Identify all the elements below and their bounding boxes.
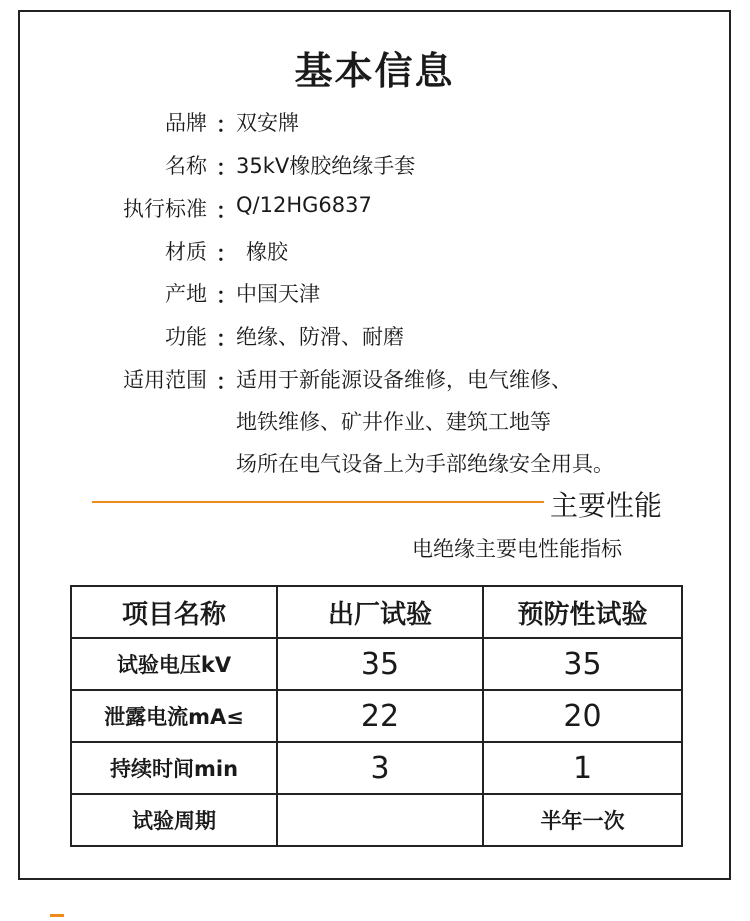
table-row <box>71 690 682 742</box>
field-label: 名称 <box>165 154 207 178</box>
scope-line-3: 场所在电气设备上为手部绝缘安全用具。 <box>236 452 614 476</box>
field-colon: ： <box>216 284 237 308</box>
table-row <box>71 638 682 690</box>
field-colon: ： <box>216 199 237 223</box>
row-label: 试验电压kV <box>71 638 277 690</box>
table-cell: 3 <box>277 742 483 794</box>
performance-table <box>70 585 683 847</box>
field-colon: ： <box>216 327 237 351</box>
section-subtitle: 电绝缘主要电性能指标 <box>412 537 622 561</box>
row-label: 泄露电流mA≤ <box>71 690 277 742</box>
table-cell: 1 <box>483 742 682 794</box>
table-cell <box>277 794 483 846</box>
field-colon: ： <box>216 113 237 137</box>
field-material <box>20 236 733 272</box>
field-name <box>20 150 733 186</box>
table-cell: 半年一次 <box>483 794 682 846</box>
field-scope <box>20 364 733 400</box>
table-cell: 20 <box>483 690 682 742</box>
field-label: 功能 <box>165 325 207 349</box>
field-colon: ： <box>216 156 237 180</box>
field-origin <box>20 278 733 314</box>
table-header-cell: 出厂试验 <box>277 586 483 638</box>
field-value: Q/12HG6837 <box>236 193 372 217</box>
table-header-cell: 项目名称 <box>71 586 277 638</box>
field-label: 执行标准 <box>123 197 207 221</box>
field-colon: ： <box>216 242 237 266</box>
orange-dash-mark <box>50 914 64 917</box>
table-cell: 22 <box>277 690 483 742</box>
table-header-row <box>71 586 682 638</box>
field-brand <box>20 107 733 143</box>
table-row <box>71 794 682 846</box>
field-value: 橡胶 <box>246 240 288 264</box>
field-label: 适用范围 <box>123 368 207 392</box>
field-label: 材质 <box>165 240 207 264</box>
field-function <box>20 321 733 357</box>
field-standard <box>20 193 733 229</box>
section-title: 主要性能 <box>550 489 663 522</box>
table-cell: 35 <box>483 638 682 690</box>
field-label: 品牌 <box>165 111 207 135</box>
table-header-cell: 预防性试验 <box>483 586 682 638</box>
field-value: 适用于新能源设备维修，电气维修、 <box>236 368 572 392</box>
scope-line-2: 地铁维修、矿井作业、建筑工地等 <box>236 410 551 434</box>
field-value: 绝缘、防滑、耐磨 <box>236 325 404 349</box>
table-cell: 35 <box>277 638 483 690</box>
field-value: 双安牌 <box>236 111 299 135</box>
row-label: 持续时间min <box>71 742 277 794</box>
row-label: 试验周期 <box>71 794 277 846</box>
field-value: 中国天津 <box>236 282 320 306</box>
info-card <box>18 10 731 880</box>
field-colon: ： <box>216 370 237 394</box>
table-row <box>71 742 682 794</box>
section-divider <box>92 501 544 503</box>
field-label: 产地 <box>165 282 207 306</box>
field-value: 35kV橡胶绝缘手套 <box>236 154 416 178</box>
page-title: 基本信息 <box>294 49 455 93</box>
